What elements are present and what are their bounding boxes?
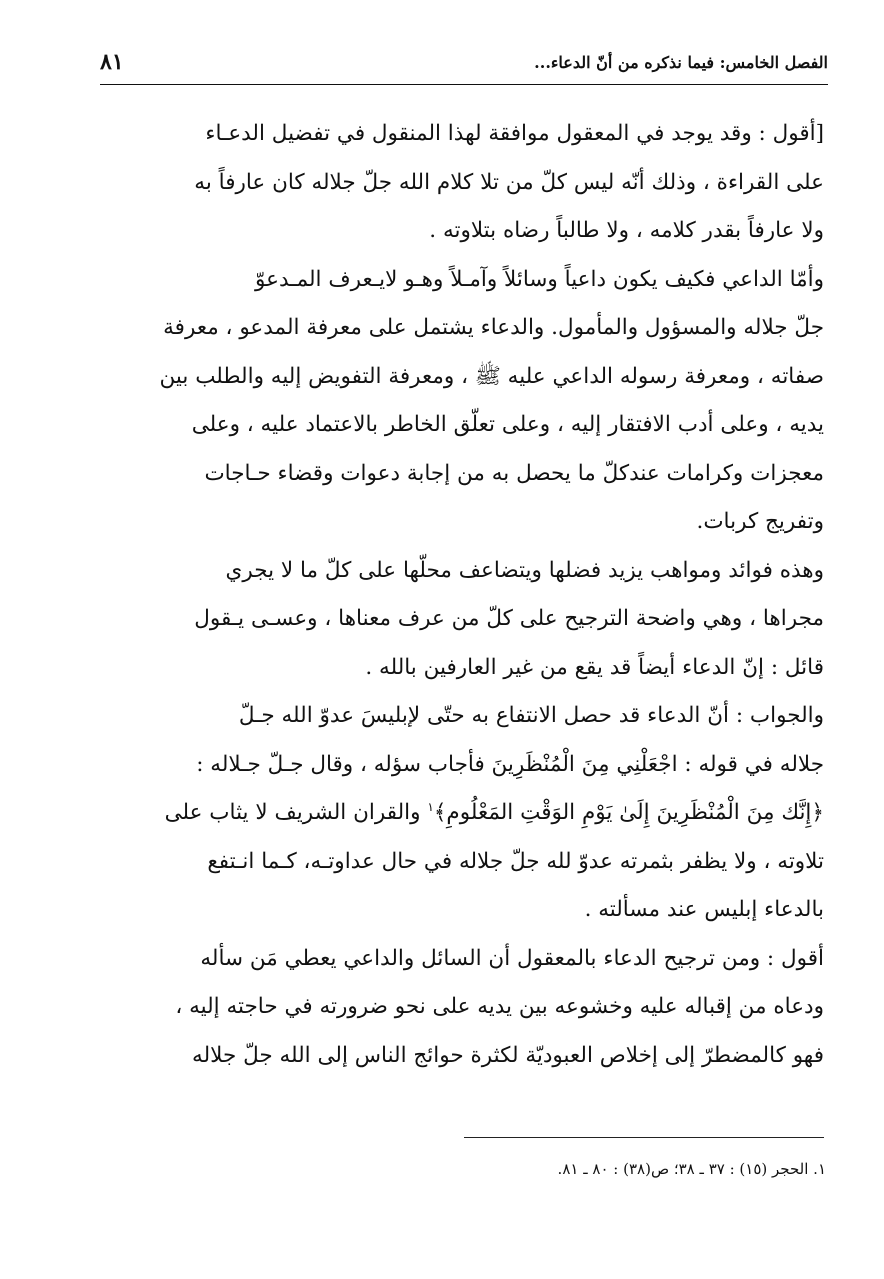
text-line-tail: والقران الشريف لا يثاب على (164, 800, 428, 825)
page-number: ٨١ (100, 49, 124, 75)
text-line: أقول : ومن ترجيح الدعاء بالمعقول أن السائل والداعي يعطي مَن سأله (200, 945, 824, 971)
text-line: تلاوته ، ولا يظفر بثمرته عدوّ لله جلّ جلاله في حال عداوتـه، كـما انـتفع (207, 848, 824, 874)
text-line: يديه ، وعلى أدب الافتقار إليه ، وعلى تعلّق الخاطر بالاعتماد عليه ، وعلى (191, 412, 824, 437)
text-line: [أقول : وقد يوجد في المعقول موافقة لهذا المنقول في تفضيل الدعـاء (205, 121, 824, 146)
running-title: الفصل الخامس: فيما نذكره من أنّ الدعاء... (534, 52, 828, 72)
text-line-with-verse (104, 789, 824, 838)
text-line: وهذه فوائد ومواهب يزيد فضلها ويتضاعف محلّها على كلّ ما لا يجري (225, 557, 824, 583)
body-text (104, 110, 824, 1080)
text-line: معجزات وكرامات عندكلّ ما يحصل به من إجابة دعوات وقضاء حـاجات (204, 460, 824, 486)
quran-verse: ﴿إِنَّك مِنَ الْمُنْظَرِينَ إِلَىٰ يَوْمِ الوَقْتِ المَعْلُومِ﴾ (433, 800, 824, 825)
text-line: بالدعاء إبليس عند مسألته . (584, 897, 824, 922)
text-line: قائل : إنّ الدعاء أيضاً قد يقع من غير العارفين بالله . (365, 654, 824, 680)
text-line: وتفريج كربات. (696, 509, 824, 534)
text-line: مجراها ، وهي واضحة الترجيح على كلّ من عرف معناها ، وعسـى يـقول (194, 606, 824, 631)
text-line: صفاته ، ومعرفة رسوله الداعي عليه ﷺ ، ومعرفة التفويض إليه والطلب بين (159, 363, 824, 389)
text-line: جلّ جلاله والمسؤول والمأمول. والدعاء يشتمل على معرفة المدعو ، معرفة (163, 315, 824, 340)
header-rule (100, 84, 828, 85)
text-line: على القراءة ، وذلك أنّه ليس كلّ من تلا كلام الله جلّ جلاله كان عارفاً به (194, 169, 824, 195)
text-line: فهو كالمضطرّ إلى إخلاص العبوديّة لكثرة حوائج الناس إلى الله جلّ جلاله (192, 1042, 824, 1068)
footnote-marker: ١ (427, 799, 434, 814)
footnote: ١. الحجر (١٥) : ٣٧ ـ ٣٨؛ ص(٣٨) : ٨٠ ـ ٨١. (557, 1160, 826, 1178)
text-line: جلاله في قوله : اجْعَلْنِي مِنَ الْمُنْظَرِينَ فأجاب سؤله ، وقال جـلّ جـلاله : (196, 751, 824, 777)
text-line: وأمّا الداعي فكيف يكون داعياً وسائلاً وآمـلاً وهـو لايـعرف المـدعوّ (255, 266, 824, 292)
text-line: والجواب : أنّ الدعاء قد حصل الانتفاع به حتّى لإبليسَ عدوّ الله جـلّ (238, 703, 824, 728)
footnote-rule (464, 1137, 824, 1138)
text-line: ولا عارفاً بقدر كلامه ، ولا طالباً رضاه بتلاوته . (429, 218, 824, 243)
text-line: ودعاه من إقباله عليه وخشوعه بين يديه على نحو ضرورته في حاجته إليه ، (175, 994, 824, 1019)
page-header (100, 40, 828, 84)
